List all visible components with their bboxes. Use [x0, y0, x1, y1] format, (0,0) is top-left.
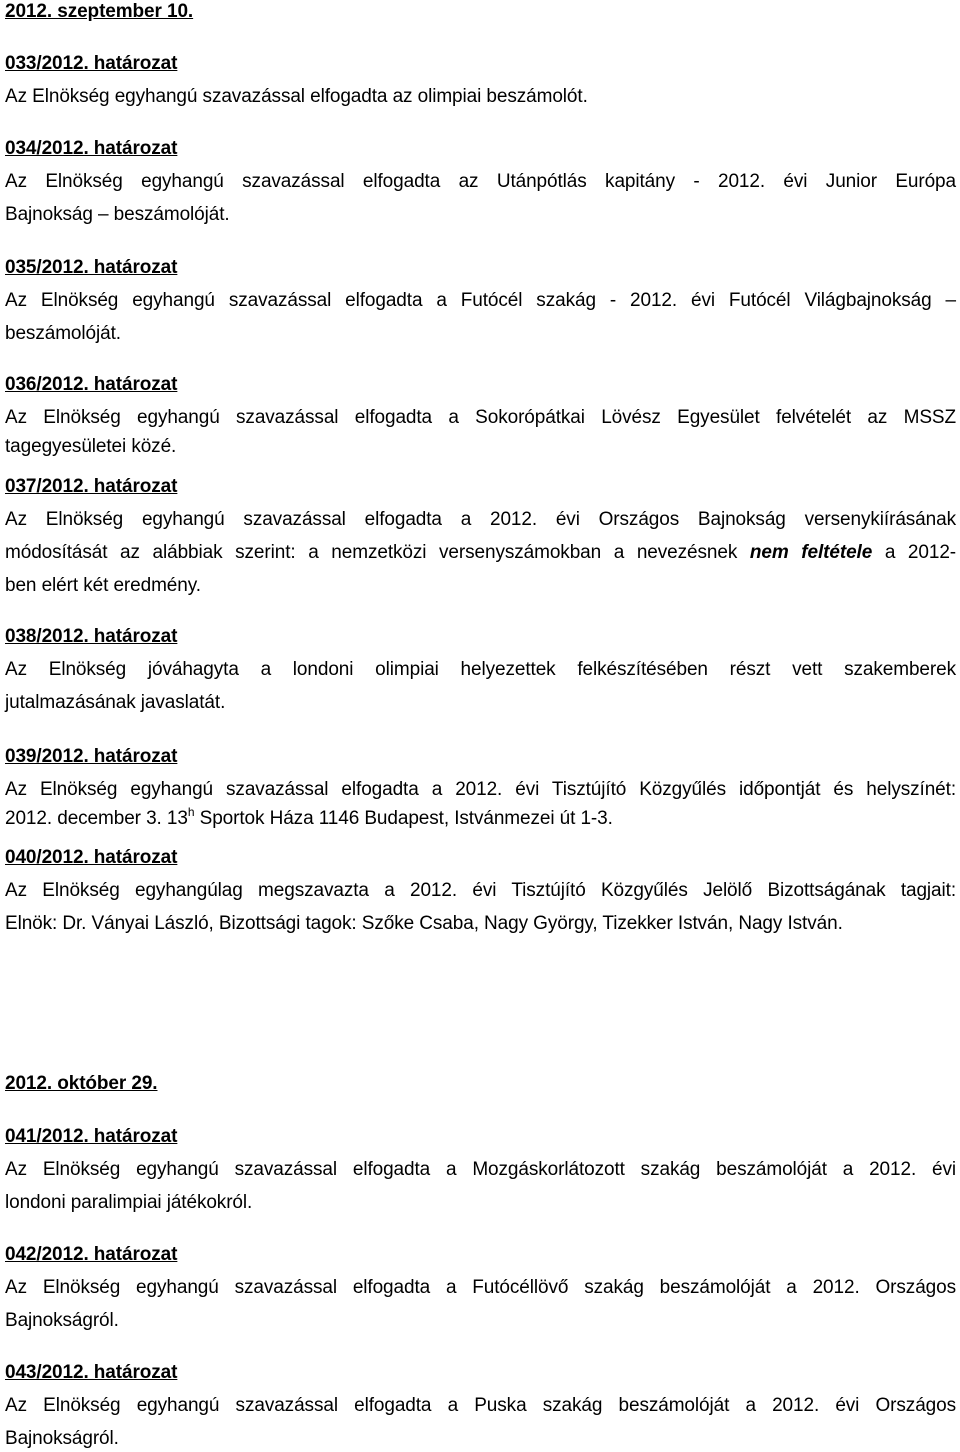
decision-text-line [5, 807, 956, 831]
text-run: Sportok Háza 1146 Budapest, Istvánmezei út 1-3. [194, 808, 613, 829]
decision-text-line: Az Elnökség egyhangú szavazással elfogadta a 2012. évi Országos Bajnokság versenykiírásának [5, 509, 956, 530]
decision-text-line: Az Elnökség egyhangú szavazással elfogadta a Puska szakág beszámolóját a 2012. évi Országos [5, 1395, 956, 1416]
decision-heading: 039/2012. határozat [5, 746, 178, 767]
decision-heading: 036/2012. határozat [5, 374, 178, 395]
decision-text-line: Bajnokság – beszámolóját. [5, 204, 230, 225]
emphasized-text: nem feltétele [749, 542, 873, 563]
decision-text-line: londoni paralimpiai játékokról. [5, 1192, 253, 1213]
decision-text-line: Az Elnökség egyhangú szavazással elfogadta a 2012. évi Tisztújító Közgyűlés időpontját és helyszínét: [5, 779, 956, 800]
superscript: h [187, 805, 195, 819]
decision-text-line: Az Elnökség egyhangú szavazással elfogadta a Futócél szakág - 2012. évi Futócél Világbajnokság – [5, 290, 956, 311]
decision-heading: 042/2012. határozat [5, 1244, 178, 1265]
decision-text-line: tagegyesületei közé. [5, 436, 177, 457]
text-run: módosítását az alábbiak szerint: a nemzetközi versenyszámokban a nevezésnek [5, 542, 750, 563]
decision-heading: 037/2012. határozat [5, 476, 178, 497]
section-date: 2012. szeptember 10. [5, 1, 194, 22]
decision-text-line: Az Elnökség jóváhagyta a londoni olimpiai helyezettek felkészítésében részt vett szakemberek [5, 659, 956, 680]
text-run: 2012. december 3. 13 [5, 808, 188, 829]
decision-text-line: ben elért két eredmény. [5, 575, 201, 596]
decision-text-line: Az Elnökség egyhangú szavazással elfogadta a Mozgáskorlátozott szakág beszámolóját a 2012. évi [5, 1159, 956, 1180]
decision-text-line: jutalmazásának javaslatát. [5, 692, 226, 713]
decision-heading: 035/2012. határozat [5, 257, 178, 278]
decision-text-line: beszámolóját. [5, 323, 121, 344]
decision-heading: 041/2012. határozat [5, 1126, 178, 1147]
decision-heading: 040/2012. határozat [5, 847, 178, 868]
decision-text-line: Az Elnökség egyhangú szavazással elfogadta az olimpiai beszámolót. [5, 86, 588, 107]
decision-heading: 034/2012. határozat [5, 138, 178, 159]
decision-heading: 033/2012. határozat [5, 53, 178, 74]
decision-heading: 038/2012. határozat [5, 626, 178, 647]
decision-text-line: Az Elnökség egyhangú szavazással elfogadta a Sokorópátkai Lövész Egyesület felvételét az MSSZ [5, 407, 956, 428]
decision-text-line: Elnök: Dr. Ványai László, Bizottsági tagok: Szőke Csaba, Nagy György, Tizekker István, Nagy István. [5, 913, 843, 934]
decision-text-line: Bajnokságról. [5, 1428, 119, 1449]
decision-text-line [5, 541, 956, 565]
section-date: 2012. október 29. [5, 1073, 158, 1094]
text-run: a 2012- [872, 542, 957, 563]
decision-text-line: Az Elnökség egyhangú szavazással elfogadta a Futócéllövő szakág beszámolóját a 2012. Országos [5, 1277, 956, 1298]
decision-text-line: Az Elnökség egyhangúlag megszavazta a 2012. évi Tisztújító Közgyűlés Jelölő Bizottságának tagjait: [5, 880, 956, 901]
decision-text-line: Az Elnökség egyhangú szavazással elfogadta az Utánpótlás kapitány - 2012. évi Junior Európa [5, 171, 956, 192]
decision-text-line: Bajnokságról. [5, 1310, 119, 1331]
decision-heading: 043/2012. határozat [5, 1362, 178, 1383]
